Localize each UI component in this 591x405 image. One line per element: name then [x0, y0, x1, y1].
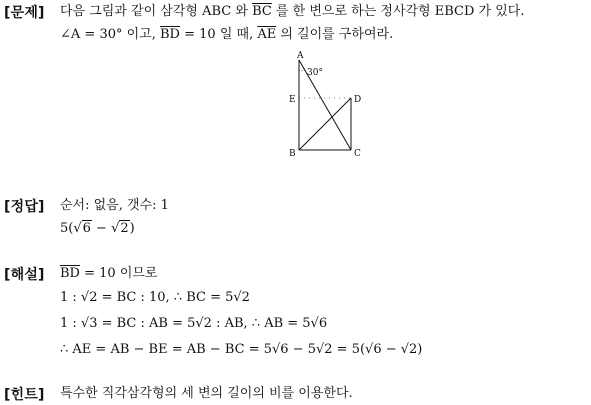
problem-line-1: 다음 그림과 같이 삼각형 ABC 와 $\overline{BC}$ 를 한 변으로 하는 정사각형 EBCD 가 있다.	[60, 4, 525, 19]
explanation-tag: [해설]	[4, 267, 45, 283]
label-c: C	[354, 149, 361, 159]
answer-tag: [정답]	[4, 199, 45, 215]
label-angle: 30°	[307, 68, 323, 78]
problem-tag: [문제]	[4, 5, 45, 21]
label-b: B	[289, 149, 296, 159]
hint-tag: [힌트]	[4, 387, 45, 403]
segment-bd: $\overline{BD}$	[160, 27, 180, 42]
explanation-line-1: $\overline{BD} = 10$ 이므로	[60, 266, 158, 281]
label-a: A	[297, 51, 304, 61]
explanation-line-3: 1 : √3 = BC : AB = 5√2 : AB, ∴ AB = 5√6	[60, 316, 328, 331]
geometry-figure	[285, 50, 375, 162]
segment-ae: $\overline{AE}$	[257, 27, 277, 42]
label-d: D	[354, 95, 362, 105]
segment-bc: $\overline{BC}$	[252, 4, 272, 19]
answer-line-1: 순서: 없음, 갯수: 1	[60, 198, 169, 213]
label-e: E	[289, 95, 296, 105]
answer-line-2: 5(√6 − √2)	[60, 221, 135, 236]
explanation-line-2: 1 : √2 = BC : 10, ∴ BC = 5√2	[60, 290, 250, 305]
explanation-line-4: ∴ AE = AB − BE = AB − BC = 5√6 − 5√2 = 5(√6 − √2)	[60, 342, 423, 357]
hint-text: 특수한 직각삼각형의 세 변의 길이의 비를 이용한다.	[60, 386, 353, 401]
problem-line-2: ∠A = 30° 이고, $\overline{BD} = 10$ 일 때, $\overline{AE}$ 의 길이를 구하여라.	[60, 27, 394, 42]
